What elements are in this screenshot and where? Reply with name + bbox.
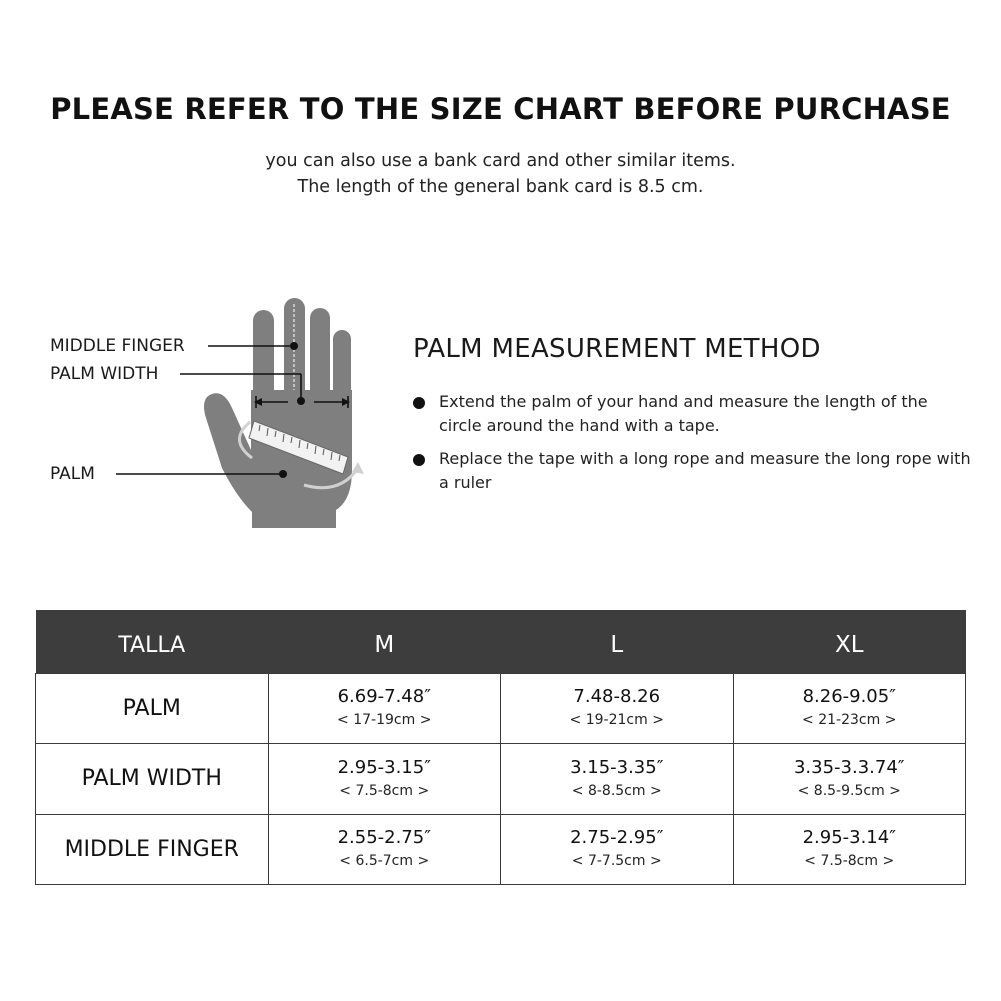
bullet-dot-icon — [413, 454, 425, 466]
hand-icon — [204, 298, 352, 528]
table-cell — [501, 673, 734, 744]
subtitle-line-1: you can also use a bank card and other similar items. — [265, 151, 736, 171]
cell-cm: < 19-21cm > — [569, 712, 664, 729]
table-cell — [733, 814, 966, 885]
method-bullet-text: Replace the tape with a long rope and measure the long rope with a ruler — [439, 449, 971, 492]
cell-cm: < 8.5-9.5cm > — [797, 782, 901, 799]
cell-cm: < 7.5-8cm > — [804, 853, 895, 870]
header-size-m: M — [268, 610, 501, 673]
header-size-xl: XL — [733, 610, 966, 673]
cell-inch: 2.55-2.75″ — [337, 827, 431, 849]
cell-inch: 3.15-3.35″ — [570, 756, 664, 778]
header-size-l: L — [501, 610, 734, 673]
table-cell — [268, 673, 501, 744]
row-label: MIDDLE FINGER — [36, 814, 269, 885]
hand-illustration — [40, 290, 380, 540]
bullet-dot-icon — [413, 397, 425, 409]
cell-cm: < 7-7.5cm > — [571, 853, 662, 870]
table-cell — [268, 744, 501, 815]
cell-cm: < 21-23cm > — [802, 712, 897, 729]
table-row — [36, 814, 966, 885]
cell-cm: < 8-8.5cm > — [571, 782, 662, 799]
row-label: PALM — [36, 673, 269, 744]
table-cell — [268, 814, 501, 885]
cell-inch: 8.26-9.05″ — [802, 686, 896, 708]
method-bullet — [413, 390, 973, 438]
cell-cm: < 6.5-7cm > — [339, 853, 430, 870]
table-row — [36, 744, 966, 815]
table-header-row — [36, 610, 966, 673]
row-label: PALM WIDTH — [36, 744, 269, 815]
middle-finger-label: MIDDLE FINGER — [50, 336, 185, 356]
method-bullet — [413, 447, 973, 495]
cell-cm: < 7.5-8cm > — [339, 782, 430, 799]
table-row — [36, 673, 966, 744]
palm-label: PALM — [50, 464, 95, 484]
cell-inch: 2.95-3.14″ — [802, 827, 896, 849]
page-title: PLEASE REFER TO THE SIZE CHART BEFORE PURCHASE — [50, 92, 951, 126]
cell-cm: < 17-19cm > — [337, 712, 432, 729]
table-cell — [733, 744, 966, 815]
cell-inch: 6.69-7.48″ — [337, 686, 431, 708]
table-cell — [733, 673, 966, 744]
cell-inch: 2.75-2.95″ — [570, 827, 664, 849]
table-cell — [501, 814, 734, 885]
cell-inch: 3.35-3.3.74″ — [793, 756, 905, 778]
cell-inch: 7.48-8.26 — [573, 686, 661, 708]
header-talla: TALLA — [36, 610, 269, 673]
cell-inch: 2.95-3.15″ — [337, 756, 431, 778]
palm-width-label: PALM WIDTH — [50, 364, 159, 384]
method-bullet-text: Extend the palm of your hand and measure the length of the circle around the hand with a tape. — [439, 392, 928, 435]
size-chart-table — [35, 610, 966, 885]
hand-measurement-diagram — [40, 290, 380, 540]
method-title: PALM MEASUREMENT METHOD — [413, 334, 821, 364]
table-cell — [501, 744, 734, 815]
subtitle-line-2: The length of the general bank card is 8.5 cm. — [297, 177, 704, 197]
